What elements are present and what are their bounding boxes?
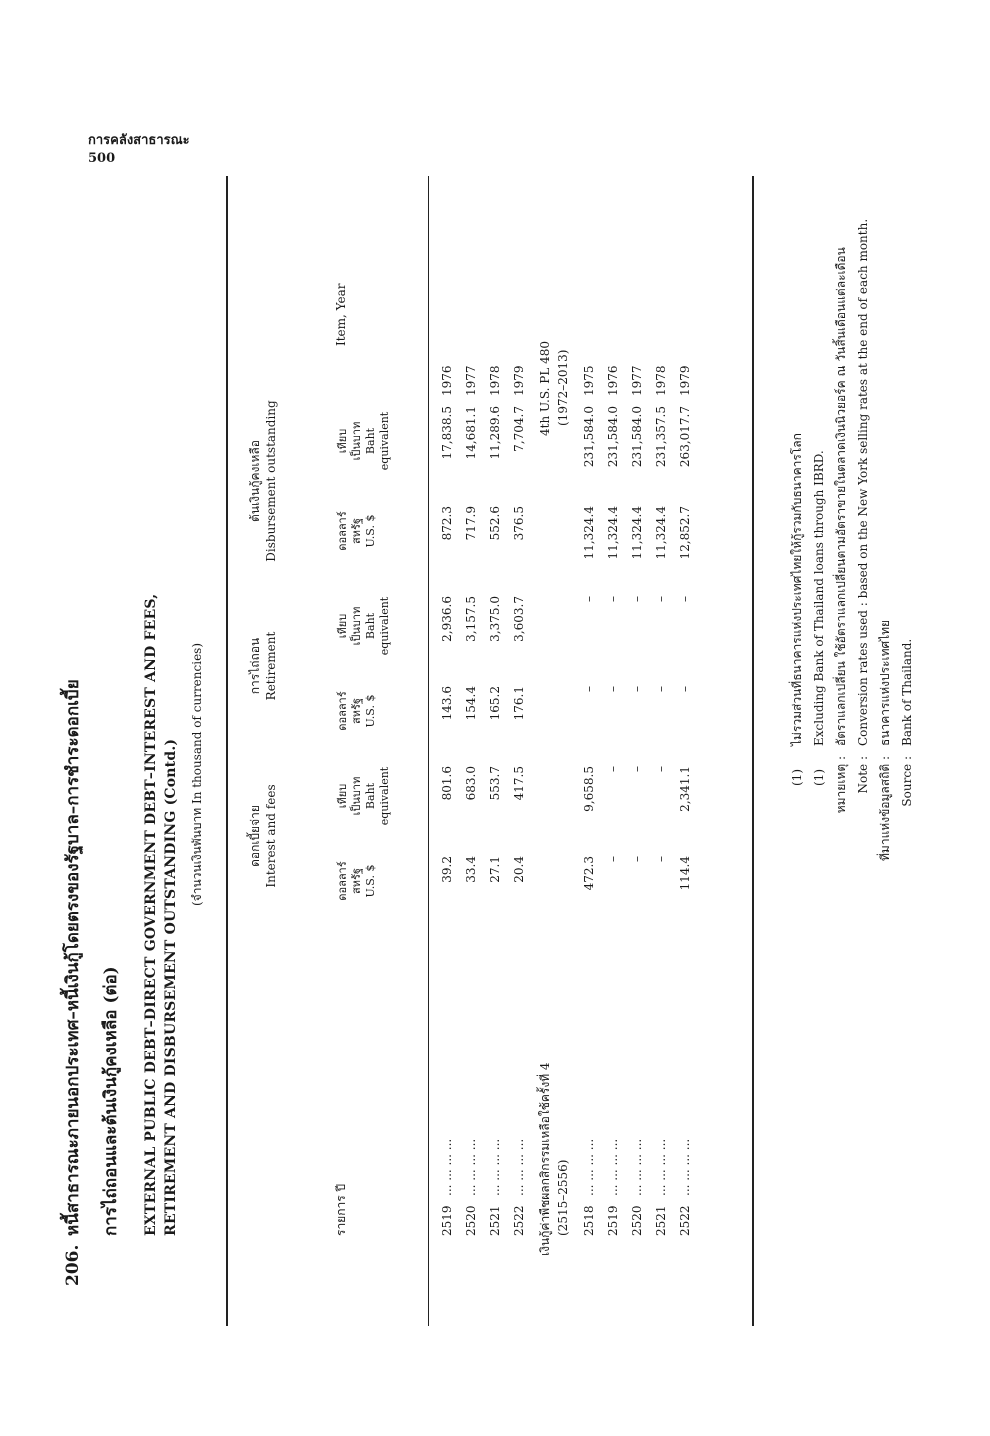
outstanding-baht-value: 231,584.0 xyxy=(606,406,620,468)
outstanding-usd-value: 11,324.4 xyxy=(606,506,620,560)
retirement-usd-value: 176.1 xyxy=(512,686,526,721)
remark-label: หมายเหตุ : xyxy=(834,756,848,814)
source-label: Source : xyxy=(900,756,914,807)
leader-dots: ... ... ... ... xyxy=(582,1138,596,1196)
outstanding-baht-value: 231,357.5 xyxy=(654,406,668,468)
interest-usd-value: – xyxy=(654,856,668,862)
thai-year: 2520 xyxy=(464,1205,478,1236)
outstanding-baht-value: 263,017.7 xyxy=(678,406,692,468)
outstanding-usd-value: 376.5 xyxy=(512,506,526,541)
retirement-baht-value: 3,603.7 xyxy=(512,596,526,642)
year-value: 1977 xyxy=(630,365,644,396)
note-label: Note : xyxy=(856,756,870,794)
interest-usd-value: 20.4 xyxy=(512,856,526,883)
source-thai-text: ธนาคารแห่งประเทศไทย xyxy=(878,619,892,746)
outstanding-usd-value: 12,852.7 xyxy=(678,506,692,560)
leader-dots: ... ... ... ... xyxy=(440,1138,454,1196)
footnote-2-marker: (1) xyxy=(812,769,826,786)
leader-dots: ... ... ... ... xyxy=(464,1138,478,1196)
table-top-rule xyxy=(226,176,228,1326)
retirement-baht-value: – xyxy=(606,596,620,602)
interest-usd-value: 33.4 xyxy=(464,856,478,883)
interest-usd-value: 27.1 xyxy=(488,856,502,883)
leader-dots: ... ... ... ... xyxy=(630,1138,644,1196)
interest-baht-value: 683.0 xyxy=(464,766,478,801)
outstanding-usd-value: 717.9 xyxy=(464,506,478,541)
thai-year: 2522 xyxy=(512,1205,526,1236)
outstanding-usd-header: ดอลลาร์ สหรัฐ U.S. $ xyxy=(336,511,377,551)
section2-range-english: (1972–2013) xyxy=(556,349,570,426)
interest-usd-value: 114.4 xyxy=(678,856,692,891)
leader-dots: ... ... ... ... xyxy=(654,1138,668,1196)
outstanding-group-header-thai: ต้นเงินกู้คงเหลือ xyxy=(248,440,262,522)
leader-dots: ... ... ... ... xyxy=(512,1138,526,1196)
year-value: 1978 xyxy=(488,365,502,396)
thai-year: 2518 xyxy=(582,1205,596,1236)
retirement-baht-value: – xyxy=(678,596,692,602)
retirement-usd-value: 165.2 xyxy=(488,686,502,721)
item-year-header-thai: รายการ ปี xyxy=(334,1183,348,1236)
outstanding-usd-value: 552.6 xyxy=(488,506,502,541)
retirement-usd-value: – xyxy=(606,686,620,692)
year-value: 1976 xyxy=(606,365,620,396)
thai-year: 2520 xyxy=(630,1205,644,1236)
interest-baht-value: – xyxy=(630,766,644,772)
retirement-baht-value: 3,375.0 xyxy=(488,596,502,642)
thai-year: 2519 xyxy=(440,1205,454,1236)
note-text: Conversion rates used : based on the New York selling rates at the end of each month. xyxy=(856,218,870,746)
section2-label-english: 4th U.S. PL 480 xyxy=(538,340,552,436)
retirement-usd-value: – xyxy=(654,686,668,692)
thai-year: 2522 xyxy=(678,1205,692,1236)
interest-usd-value: – xyxy=(606,856,620,862)
outstanding-baht-header: เทียบ เป็นบาท Baht equivalent xyxy=(336,411,391,471)
retirement-usd-value: – xyxy=(678,686,692,692)
thai-year: 2519 xyxy=(606,1205,620,1236)
title-thai-line1: หนี้สาธารณะภายนอกประเทศ–หนี้เงินกู้โดยตรงของรัฐบาล–การชำระดอกเบี้ย xyxy=(63,679,83,1236)
year-value: 1976 xyxy=(440,365,454,396)
source-text: Bank of Thailand. xyxy=(900,638,914,746)
year-value: 1979 xyxy=(678,365,692,396)
footnote-1-marker: (1) xyxy=(790,769,804,786)
footnote-1-text: ไม่รวมส่วนที่ธนาคารแห่งประเทศไทยให้กู้รวมกับธนาคารโลก xyxy=(790,433,804,746)
leader-dots: ... ... ... ... xyxy=(606,1138,620,1196)
title-english-line2: RETIREMENT AND DISBURSEMENT OUTSTANDING (Contd.) xyxy=(163,738,179,1236)
retirement-baht-value: – xyxy=(654,596,668,602)
interest-group-header-thai: ดอกเบี้ยจ่าย xyxy=(248,805,262,867)
interest-baht-value: 801.6 xyxy=(440,766,454,801)
outstanding-group-header-english: Disbursement outstanding xyxy=(264,400,278,562)
interest-baht-value: 9,658.5 xyxy=(582,766,596,812)
section2-label-thai: เงินกู้ค่าพืชผลกสิกรรมเหลือใช้ครั้งที่ 4 xyxy=(538,1062,552,1256)
outstanding-baht-value: 11,289.6 xyxy=(488,406,502,460)
item-year-header-english: Item, Year xyxy=(334,283,348,346)
outstanding-baht-value: 17,838.5 xyxy=(440,406,454,460)
retirement-group-header-thai: การไถ่ถอน xyxy=(248,637,262,695)
retirement-group-header-english: Retirement xyxy=(264,631,278,701)
retirement-baht-value: 2,936.6 xyxy=(440,596,454,642)
thai-year: 2521 xyxy=(488,1205,502,1236)
thai-year: 2521 xyxy=(654,1205,668,1236)
title-thai-line2: การไถ่ถอนและต้นเงินกู้คงเหลือ (ต่อ) xyxy=(101,966,121,1236)
interest-baht-value: 2,341.1 xyxy=(678,766,692,812)
section2-range-thai: (2515–2556) xyxy=(556,1159,570,1236)
interest-baht-value: – xyxy=(606,766,620,772)
interest-baht-value: 417.5 xyxy=(512,766,526,801)
interest-usd-value: 472.3 xyxy=(582,856,596,891)
retirement-usd-value: – xyxy=(582,686,596,692)
source-thai-label: ที่มาแห่งข้อมูลสถิติ : xyxy=(878,756,892,861)
remark-text: อัตราแลกเปลี่ยน ใช้อัตราแลกเปลี่ยนตามอัตราขายในตลาดเงินนิวยอร์ค ณ วันสิ้นเดือนแต่ละเดือน xyxy=(834,247,848,746)
year-value: 1978 xyxy=(654,365,668,396)
outstanding-baht-value: 231,584.0 xyxy=(630,406,644,468)
retirement-baht-value: – xyxy=(630,596,644,602)
year-value: 1975 xyxy=(582,365,596,396)
leader-dots: ... ... ... ... xyxy=(488,1138,502,1196)
outstanding-usd-value: 11,324.4 xyxy=(582,506,596,560)
retirement-usd-value: 143.6 xyxy=(440,686,454,721)
outstanding-usd-value: 872.3 xyxy=(440,506,454,541)
outstanding-baht-value: 14,681.1 xyxy=(464,406,478,460)
interest-baht-header: เทียบ เป็นบาท Baht equivalent xyxy=(336,766,391,826)
retirement-baht-header: เทียบ เป็นบาท Baht equivalent xyxy=(336,596,391,656)
retirement-usd-value: – xyxy=(630,686,644,692)
retirement-usd-header: ดอลลาร์ สหรัฐ U.S. $ xyxy=(336,691,377,731)
outstanding-baht-value: 231,584.0 xyxy=(582,406,596,468)
interest-usd-value: 39.2 xyxy=(440,856,454,883)
retirement-baht-value: 3,157.5 xyxy=(464,596,478,642)
table-header-rule xyxy=(428,176,429,1326)
leader-dots: ... ... ... ... xyxy=(678,1138,692,1196)
page-number: 500 xyxy=(88,151,116,166)
interest-baht-value: 553.7 xyxy=(488,766,502,801)
outstanding-usd-value: 11,324.4 xyxy=(654,506,668,560)
unit-note: (จำนวนเงินพันบาท In thousand of currencies) xyxy=(190,642,204,906)
publisher-name: การคลังสาธารณะ xyxy=(88,133,190,148)
interest-usd-value: – xyxy=(630,856,644,862)
year-value: 1977 xyxy=(464,365,478,396)
interest-group-header-english: Interest and fees xyxy=(264,784,278,888)
table-number: 206. xyxy=(63,1244,83,1286)
interest-usd-header: ดอลลาร์ สหรัฐ U.S. $ xyxy=(336,861,377,901)
retirement-usd-value: 154.4 xyxy=(464,686,478,721)
year-value: 1979 xyxy=(512,365,526,396)
title-english-line1: EXTERNAL PUBLIC DEBT–DIRECT GOVERNMENT DEBT–INTEREST AND FEES, xyxy=(143,593,159,1236)
retirement-baht-value: – xyxy=(582,596,596,602)
table-bottom-rule xyxy=(752,176,754,1326)
footnote-2-text: Excluding Bank of Thailand loans through IBRD. xyxy=(812,450,826,746)
interest-baht-value: – xyxy=(654,766,668,772)
outstanding-baht-value: 7,704.7 xyxy=(512,406,526,452)
outstanding-usd-value: 11,324.4 xyxy=(630,506,644,560)
